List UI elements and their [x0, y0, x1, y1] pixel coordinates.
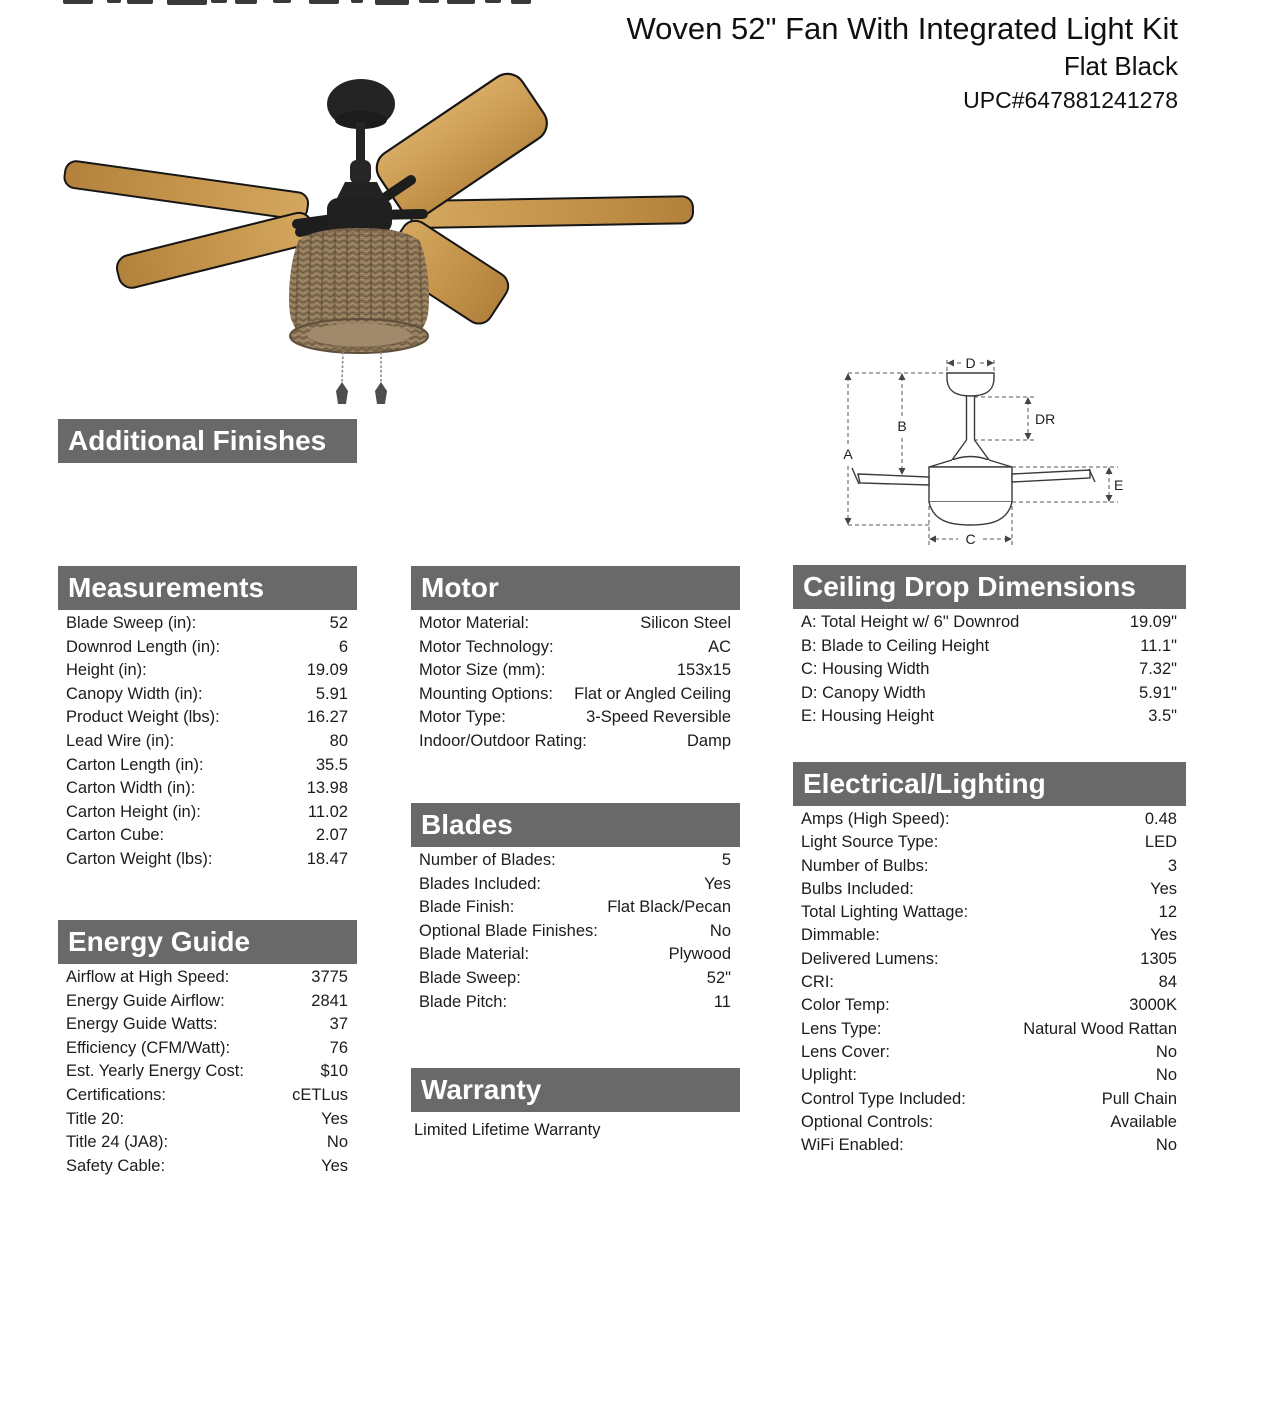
spec-label: Blade Sweep (in): [66, 614, 197, 632]
spec-row [793, 1113, 1186, 1136]
spec-row [58, 661, 357, 685]
spec-row [411, 851, 740, 875]
section-header-additional-finishes: Additional Finishes [58, 419, 357, 463]
spec-label: Blades Included: [419, 874, 542, 893]
spec-row [58, 1133, 357, 1157]
spec-label: Light Source Type: [801, 833, 939, 852]
spec-value: Flat Black/Pecan [607, 898, 731, 917]
spec-label: Number of Bulbs: [801, 856, 929, 875]
spec-row [58, 1015, 357, 1039]
spec-label: Motor Material: [419, 614, 530, 632]
spec-value: $10 [320, 1062, 348, 1081]
spec-label: Carton Height (in): [66, 802, 201, 821]
motor-rows [411, 610, 740, 756]
spec-value: Pull Chain [1101, 1089, 1177, 1108]
logo-remnant-mark [511, 0, 531, 4]
warranty-text: Limited Lifetime Warranty [414, 1121, 601, 1139]
blades-rows [411, 847, 740, 1016]
spec-value: Yes [321, 1109, 348, 1128]
spec-row [411, 898, 740, 922]
spec-label: Downrod Length (in): [66, 637, 221, 656]
spec-value: 11.1" [1140, 636, 1177, 655]
spec-label: WiFi Enabled: [801, 1136, 904, 1155]
spec-label: Control Type Included: [801, 1089, 966, 1108]
spec-value: Flat or Angled Ceiling [574, 684, 731, 703]
spec-row [58, 708, 357, 732]
spec-value: 18.47 [306, 849, 348, 868]
spec-label: Lens Type: [801, 1019, 882, 1038]
spec-label: Title 24 (JA8): [66, 1133, 169, 1152]
spec-value: 5.91 [315, 684, 348, 703]
spec-value: Silicon Steel [640, 614, 731, 632]
logo-remnant-mark [235, 0, 257, 4]
spec-value: 84 [1158, 973, 1177, 992]
spec-label: Total Lighting Wattage: [801, 903, 969, 922]
spec-label: Motor Type: [419, 708, 506, 727]
diagram-label-c: C [965, 531, 976, 547]
logo-remnant-mark [485, 0, 501, 3]
spec-row [58, 826, 357, 850]
section-measurements [58, 566, 357, 874]
logo-remnant-mark [447, 0, 475, 4]
logo-remnant-mark [351, 0, 363, 3]
spec-label: Est. Yearly Energy Cost: [66, 1062, 244, 1081]
spec-label: Safety Cable: [66, 1156, 166, 1175]
spec-value: 0.48 [1144, 810, 1177, 828]
spec-label: Blade Material: [419, 945, 530, 964]
section-warranty [411, 1068, 740, 1140]
spec-row [793, 996, 1186, 1019]
spec-row [58, 850, 357, 874]
spec-label: A: Total Height w/ 6" Downrod [801, 613, 1020, 631]
spec-label: Blade Pitch: [419, 992, 508, 1011]
spec-value: 2841 [311, 991, 348, 1010]
spec-value: Yes [704, 874, 731, 893]
spec-label: Number of Blades: [419, 851, 556, 869]
spec-row [58, 638, 357, 662]
spec-row [793, 1090, 1186, 1113]
spec-value: Yes [1150, 926, 1177, 945]
diagram-label-dr: DR [1035, 411, 1056, 427]
spec-label: Lead Wire (in): [66, 731, 175, 750]
spec-label: Amps (High Speed): [801, 810, 950, 828]
spec-value: 7.32" [1139, 660, 1177, 679]
spec-label: Carton Weight (lbs): [66, 849, 213, 868]
spec-value: No [1155, 1066, 1177, 1085]
logo-remnant-mark [63, 0, 93, 4]
logo-remnant-mark [211, 0, 227, 3]
logo-remnant-mark [167, 0, 207, 5]
spec-row [411, 945, 740, 969]
spec-value: 16.27 [306, 708, 348, 727]
spec-row [411, 993, 740, 1017]
spec-label: E: Housing Height [801, 707, 934, 726]
spec-row [411, 732, 740, 756]
spec-label: Uplight: [801, 1066, 857, 1085]
spec-value: 2.07 [315, 826, 348, 845]
spec-value: 3000K [1129, 996, 1177, 1015]
spec-label: D: Canopy Width [801, 683, 926, 702]
spec-value: LED [1144, 833, 1177, 852]
rattan-light-shade [286, 224, 432, 356]
spec-row [58, 1086, 357, 1110]
spec-value: 35.5 [315, 755, 348, 774]
diagram-label-a: A [843, 446, 853, 462]
spec-row [411, 708, 740, 732]
spec-value: 5 [721, 851, 731, 869]
section-energy-guide [58, 920, 357, 1180]
spec-value: Damp [686, 731, 731, 750]
spec-value: 3775 [311, 968, 348, 986]
spec-row [411, 969, 740, 993]
spec-row [793, 1020, 1186, 1043]
spec-row [793, 613, 1186, 637]
logo-remnant-mark [375, 0, 409, 5]
spec-value: 3 [1167, 856, 1177, 875]
spec-row [793, 926, 1186, 949]
spec-value: 5.91" [1139, 683, 1177, 702]
spec-label: Indoor/Outdoor Rating: [419, 731, 587, 750]
section-header-blades: Blades [411, 803, 740, 847]
spec-label: Blade Finish: [419, 898, 515, 917]
section-header-energy-guide: Energy Guide [58, 920, 357, 964]
section-blades [411, 803, 740, 1016]
spec-label: Energy Guide Watts: [66, 1015, 218, 1034]
spec-row [793, 684, 1186, 708]
spec-row [793, 1136, 1186, 1159]
spec-label: Efficiency (CFM/Watt): [66, 1038, 231, 1057]
spec-row [58, 685, 357, 709]
spec-row [793, 707, 1186, 731]
spec-label: Bulbs Included: [801, 879, 914, 898]
product-finish: Flat Black [1063, 51, 1178, 81]
spec-value: cETLus [292, 1085, 348, 1104]
section-electrical [793, 762, 1186, 1159]
section-motor [411, 566, 740, 756]
logo-remnant-mark [309, 0, 339, 4]
spec-row [793, 1043, 1186, 1066]
section-header-motor: Motor [411, 566, 740, 610]
electrical-rows [793, 806, 1186, 1159]
spec-row [411, 661, 740, 685]
spec-label: Canopy Width (in): [66, 684, 203, 703]
spec-row [411, 614, 740, 638]
spec-label: B: Blade to Ceiling Height [801, 636, 990, 655]
spec-label: Carton Width (in): [66, 779, 196, 798]
spec-row [411, 875, 740, 899]
spec-row [58, 1039, 357, 1063]
spec-label: Airflow at High Speed: [66, 968, 230, 986]
spec-label: Optional Blade Finishes: [419, 921, 598, 940]
section-ceiling-drop [793, 565, 1186, 731]
dimension-diagram [828, 348, 1128, 558]
spec-label: Color Temp: [801, 996, 890, 1015]
spec-row [58, 1110, 357, 1134]
spec-row [58, 1157, 357, 1181]
diagram-label-b: B [897, 418, 907, 434]
pull-chains [336, 352, 387, 404]
spec-label: Mounting Options: [419, 684, 553, 703]
spec-label: C: Housing Width [801, 660, 930, 679]
spec-value: 37 [329, 1015, 348, 1034]
product-upc: UPC#647881241278 [963, 87, 1178, 113]
spec-value: 3.5" [1148, 707, 1177, 726]
spec-row [411, 638, 740, 662]
spec-value: 52" [706, 968, 731, 987]
section-header-ceiling-drop: Ceiling Drop Dimensions [793, 565, 1186, 609]
spec-row [793, 1066, 1186, 1089]
spec-row [793, 833, 1186, 856]
spec-row [58, 732, 357, 756]
product-title: Woven 52" Fan With Integrated Light Kit [626, 11, 1178, 46]
spec-label: Blade Sweep: [419, 968, 521, 987]
spec-value: No [709, 921, 731, 940]
diagram-label-e: E [1114, 477, 1124, 493]
spec-value: Natural Wood Rattan [1023, 1019, 1177, 1038]
spec-label: Energy Guide Airflow: [66, 991, 225, 1010]
spec-value: No [1155, 1042, 1177, 1061]
cropped-logo-remnant [63, 0, 533, 6]
spec-row [58, 968, 357, 992]
spec-row [793, 903, 1186, 926]
logo-remnant-mark [127, 0, 153, 4]
fan-product-photo [40, 60, 720, 440]
spec-value: 11 [713, 992, 731, 1011]
logo-remnant-mark [107, 0, 121, 3]
spec-row [58, 992, 357, 1016]
spec-label: Certifications: [66, 1085, 166, 1104]
spec-label: Optional Controls: [801, 1112, 934, 1131]
spec-label: Carton Length (in): [66, 755, 204, 774]
section-header-warranty: Warranty [411, 1068, 740, 1112]
spec-value: 76 [329, 1038, 348, 1057]
spec-row [411, 685, 740, 709]
spec-value: Available [1110, 1112, 1177, 1131]
spec-label: CRI: [801, 973, 834, 992]
spec-row [58, 779, 357, 803]
spec-row [58, 803, 357, 827]
spec-value: AC [708, 637, 731, 656]
spec-row [58, 756, 357, 780]
spec-row [793, 660, 1186, 684]
spec-value: 13.98 [306, 779, 348, 798]
spec-value: 11.02 [307, 802, 348, 821]
spec-value: 6 [338, 637, 348, 656]
spec-value: 1305 [1140, 949, 1177, 968]
spec-row [793, 637, 1186, 661]
spec-row [58, 1062, 357, 1086]
spec-value: 19.09 [306, 661, 348, 680]
spec-value: Yes [1150, 879, 1177, 898]
spec-value: No [326, 1133, 348, 1152]
spec-label: Lens Cover: [801, 1042, 890, 1061]
spec-value: 3-Speed Reversible [586, 708, 731, 727]
spec-label: Product Weight (lbs): [66, 708, 220, 727]
logo-remnant-mark [419, 0, 439, 3]
measurements-rows [58, 610, 357, 874]
spec-value: 80 [329, 731, 348, 750]
spec-label: Motor Size (mm): [419, 661, 546, 680]
spec-label: Height (in): [66, 661, 147, 680]
spec-label: Motor Technology: [419, 637, 554, 656]
spec-label: Dimmable: [801, 926, 880, 945]
spec-value: 19.09" [1129, 613, 1177, 631]
spec-row [411, 922, 740, 946]
spec-value: 52 [329, 614, 348, 632]
spec-row [793, 857, 1186, 880]
spec-row [793, 950, 1186, 973]
section-additional-finishes [58, 419, 357, 463]
spec-label: Title 20: [66, 1109, 125, 1128]
spec-value: Yes [321, 1156, 348, 1175]
spec-row [793, 810, 1186, 833]
ceiling-drop-rows [793, 609, 1186, 731]
spec-value: 12 [1158, 903, 1177, 922]
section-header-measurements: Measurements [58, 566, 357, 610]
logo-remnant-mark [273, 0, 291, 3]
spec-value: No [1155, 1136, 1177, 1155]
section-header-electrical: Electrical/Lighting [793, 762, 1186, 806]
spec-row [793, 973, 1186, 996]
spec-value: Plywood [668, 945, 731, 964]
spec-label: Delivered Lumens: [801, 949, 939, 968]
diagram-label-d: D [965, 355, 976, 371]
spec-value: 153x15 [676, 661, 731, 680]
spec-label: Carton Cube: [66, 826, 165, 845]
spec-row [793, 880, 1186, 903]
spec-row [58, 614, 357, 638]
energy-guide-rows [58, 964, 357, 1180]
